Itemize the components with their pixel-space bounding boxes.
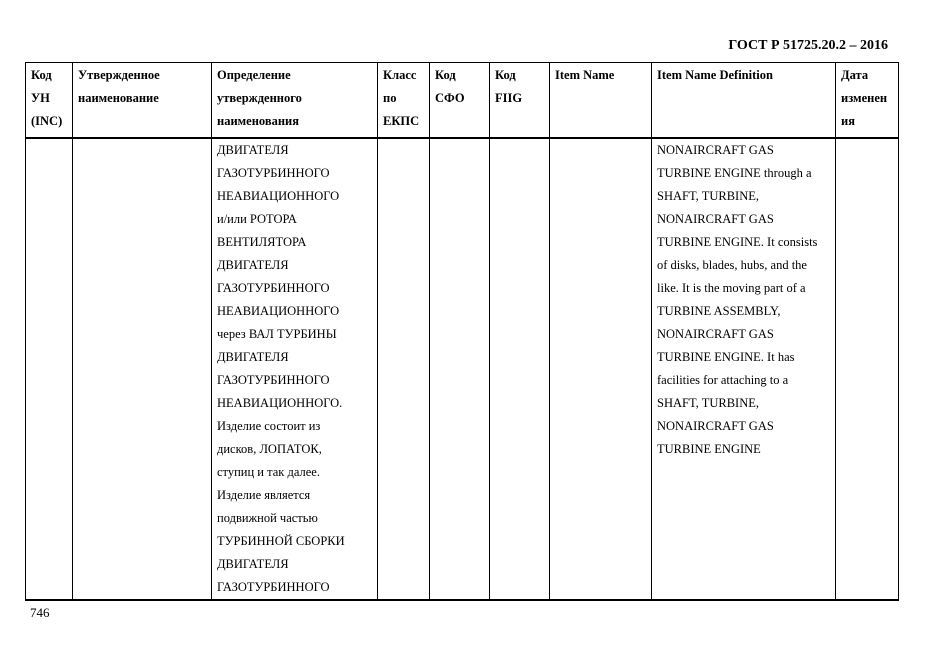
table-row [26, 138, 899, 600]
catalog-table [25, 62, 899, 601]
cell-approved-name [73, 138, 212, 600]
header-fiig-code: Код FIIG [490, 63, 550, 139]
cell-change-date [836, 138, 899, 600]
table-header-row [26, 63, 899, 139]
header-sfo-code: Код СФО [430, 63, 490, 139]
header-item-name: Item Name [550, 63, 652, 139]
cell-sfo-code [430, 138, 490, 600]
document-code: ГОСТ Р 51725.20.2 – 2016 [728, 38, 888, 53]
cell-item-name-definition: NONAIRCRAFT GAS TURBINE ENGINE through a SHAFT, TURBINE, NONAIRCRAFT GAS TURBINE ENGINE. It consists of disks, blades, hubs, and the like. It is the moving part of a TURBINE ASSEMBLY, NONAIRCRAFT GAS TURBINE ENGINE. It has facilities for attaching to a SHAFT, TURBINE, NONAIRCRAFT GAS TURBINE ENGINE [652, 138, 836, 600]
header-ekps-class: Класс по ЕКПС [378, 63, 430, 139]
page-number: 746 [30, 605, 50, 620]
cell-ekps-class [378, 138, 430, 600]
header-definition-ru: Определение утвержденного наименования [212, 63, 378, 139]
cell-item-name [550, 138, 652, 600]
cell-inc-code [26, 138, 73, 600]
header-change-date: Дата изменен ия [836, 63, 899, 139]
header-approved-name: Утвержденное наименование [73, 63, 212, 139]
header-item-name-definition: Item Name Definition [652, 63, 836, 139]
header-inc-code: Код УН (INC) [26, 63, 73, 139]
cell-definition-ru: ДВИГАТЕЛЯ ГАЗОТУРБИННОГО НЕАВИАЦИОННОГО и/или РОТОРА ВЕНТИЛЯТОРА ДВИГАТЕЛЯ ГАЗОТУРБИННОГО НЕАВИАЦИОННОГО через ВАЛ ТУРБИНЫ ДВИГАТЕЛЯ ГАЗОТУРБИННОГО НЕАВИАЦИОННОГО. Изделие состоит из дисков, ЛОПАТОК, ступиц и так далее. Изделие является подвижной частью ТУРБИННОЙ СБОРКИ ДВИГАТЕЛЯ ГАЗОТУРБИННОГО [212, 138, 378, 600]
cell-fiig-code [490, 138, 550, 600]
